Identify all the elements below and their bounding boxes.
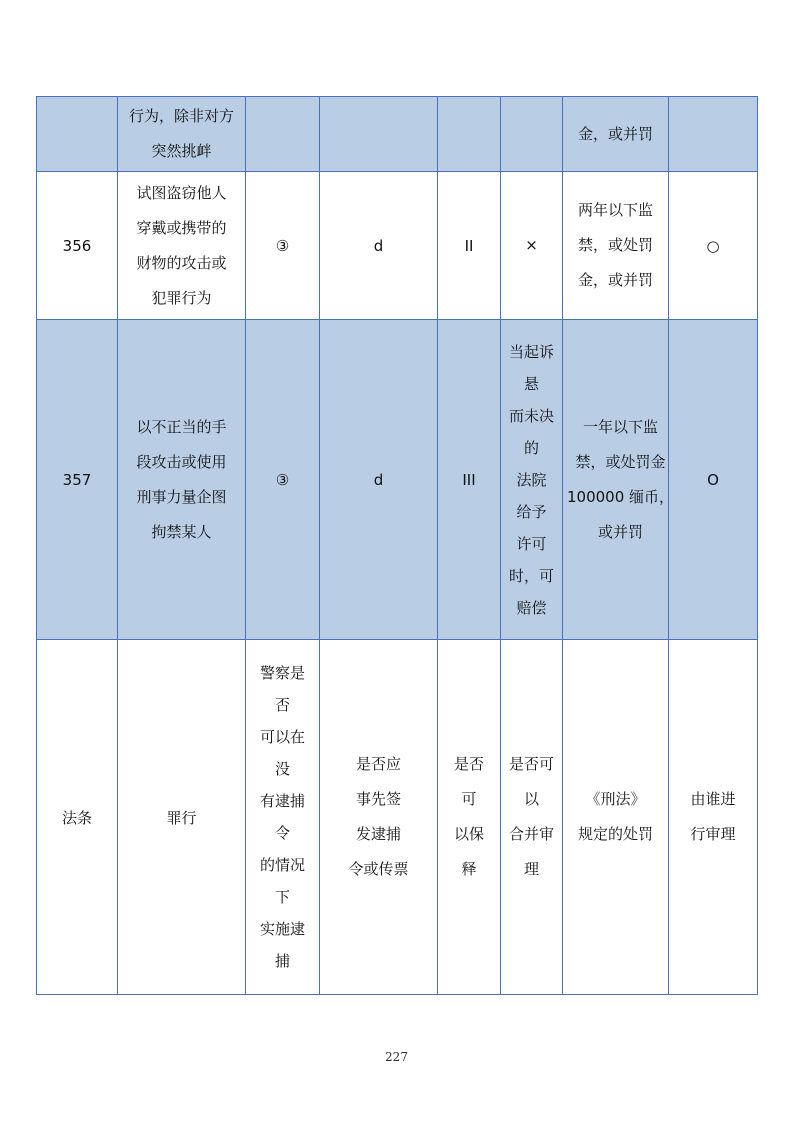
punishment-cell	[563, 172, 669, 320]
cell-line: 法院	[516, 470, 547, 489]
cell-line: 的	[523, 438, 539, 457]
arrest-cell: ③	[246, 172, 320, 320]
cell-line: 或并罚	[598, 522, 644, 541]
cell-line: 金，或并罚	[577, 124, 653, 143]
arrest-cell: ③	[246, 320, 320, 640]
cell-line: 犯罪行为	[151, 288, 212, 307]
cell-line: 合并审	[508, 825, 554, 843]
offense-cell	[118, 97, 246, 172]
cell-line: 以	[523, 790, 539, 808]
punishment-cell	[563, 320, 675, 640]
cell-line: 是否	[453, 755, 484, 773]
cell-line: 拘禁某人	[151, 522, 212, 541]
cell-line: 有逮捕	[259, 792, 305, 810]
cell-line: 100000 缅币，	[567, 487, 675, 506]
cell-line: 可以在	[259, 728, 305, 746]
court-cell: ○	[669, 172, 758, 320]
header-court	[669, 640, 758, 995]
table-row	[37, 320, 758, 640]
law-cell: 357	[37, 320, 118, 640]
arrest-cell	[246, 97, 320, 172]
cell-line: 给予	[516, 502, 547, 521]
law-cell	[37, 97, 118, 172]
compound-cell	[501, 97, 563, 172]
header-punishment	[563, 640, 669, 995]
cell-line: 禁，或处罚	[577, 236, 653, 254]
cell-line: 禁，或处罚金	[575, 452, 666, 471]
cell-line: 试图盗窃他人	[136, 183, 227, 202]
header-row	[37, 640, 758, 995]
header-compound	[501, 640, 563, 995]
cell-line: 捕	[274, 952, 290, 970]
cell-line: 金，或并罚	[577, 271, 653, 289]
cell-line: 警察是	[259, 664, 305, 682]
header-arrest	[246, 640, 320, 995]
cell-line: 理	[523, 860, 539, 878]
cell-line: 两年以下监	[577, 201, 653, 219]
cell-line: 令或传票	[348, 860, 409, 878]
offense-cell	[118, 172, 246, 320]
cell-line: 可	[461, 790, 477, 808]
offense-cell	[118, 320, 246, 640]
cell-line: 的情况	[259, 856, 305, 874]
punishment-cell	[563, 97, 669, 172]
cell-line: 行为，除非对方	[128, 107, 234, 125]
law-cell: 356	[37, 172, 118, 320]
cell-line: 《刑法》	[585, 790, 646, 808]
page-number: 227	[385, 1050, 408, 1064]
cell-line: 悬	[523, 374, 539, 393]
cell-line: 而未决	[508, 406, 554, 425]
cell-line: 否	[274, 696, 290, 714]
compound-cell	[501, 172, 563, 320]
warrant-cell: d	[320, 172, 438, 320]
cell-line: 没	[274, 760, 290, 778]
cell-line: 刑事力量企图	[136, 487, 227, 506]
cell-line: 赔偿	[516, 598, 547, 617]
cell-line: 以不正当的手	[136, 417, 227, 436]
table-row	[37, 97, 758, 172]
cell-line: 突然挑衅	[151, 142, 212, 160]
cell-line: 穿戴或携带的	[136, 218, 227, 237]
cell-line: 是否可	[508, 755, 554, 773]
cell-line: 段攻击或使用	[136, 452, 227, 471]
cell-line: 财物的攻击或	[136, 253, 227, 272]
cell-line: 事先签	[355, 790, 401, 808]
cell-line: 许可	[516, 534, 547, 553]
cell-line: 实施逮	[259, 920, 305, 938]
cell-line: 由谁进	[690, 790, 736, 808]
bail-cell	[438, 97, 501, 172]
cell-line: 规定的处罚	[577, 825, 653, 843]
cell-line: 下	[274, 888, 290, 906]
header-offense: 罪行	[118, 640, 246, 995]
law-table	[36, 96, 758, 995]
warrant-cell	[320, 97, 438, 172]
cell-line: 是否应	[355, 755, 401, 773]
cell-line: 令	[274, 824, 290, 842]
cell-line: 当起诉	[508, 342, 554, 361]
cell-line: 行审理	[690, 825, 736, 843]
cell-line: 一年以下监	[583, 417, 659, 436]
cell-line: 时，可	[508, 566, 554, 585]
header-bail	[438, 640, 501, 995]
bail-cell: III	[438, 320, 501, 640]
compound-cell	[501, 320, 563, 640]
cell-line: 以保	[453, 825, 484, 843]
cell-line: ×	[525, 236, 538, 254]
cell-line: 释	[461, 860, 477, 878]
court-cell	[669, 97, 758, 172]
header-law: 法条	[37, 640, 118, 995]
warrant-cell: d	[320, 320, 438, 640]
court-cell: O	[669, 320, 758, 640]
header-warrant	[320, 640, 438, 995]
cell-line: 发逮捕	[355, 825, 401, 843]
table-row	[37, 172, 758, 320]
bail-cell: II	[438, 172, 501, 320]
